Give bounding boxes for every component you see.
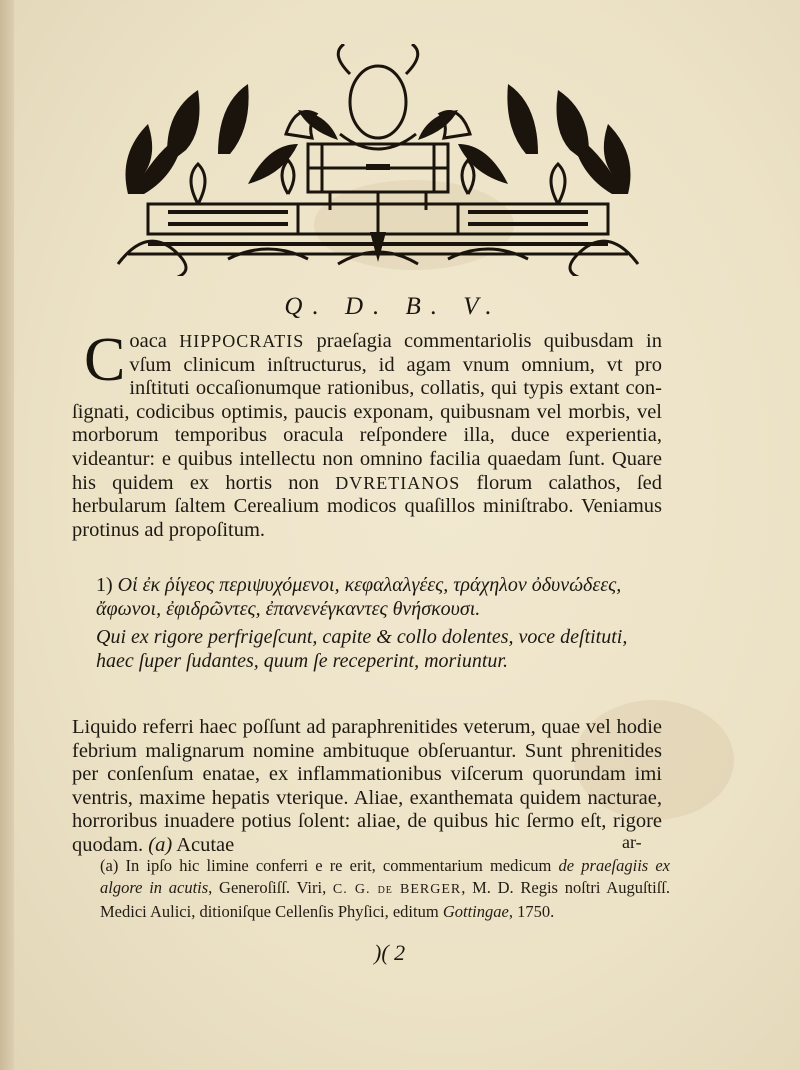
greek-aphorism [96,573,656,621]
author-name-hippocrates: HIPPOCRATIS [179,331,305,351]
aphorism-block [96,573,656,673]
footnote-work-title: de praeſagiis ex algore in acutis [100,856,670,897]
signature-mark: )( 2 [374,940,406,965]
intro-paragraph [72,326,663,542]
drop-cap: C [84,326,126,394]
aphorism-number: 1) [96,574,113,596]
catchword: ar- [622,832,642,852]
footnote-text-1: In ipſo hic limine conferri e re erit, commentarium medicum [125,856,559,875]
commentary-text: Liquido referri haec poſſunt ad paraphrenitides veterum, quae vel hodie febrium malignarum nomine ambituque obſeruantur. Sunt phrenitides per conſenſum enatae, ex inflammationibus viſcerum quorundam imi ventris, maxime hepatis vterique. Aliae, exanthemata quidem nacturae, horroribus inuadere potius ſolent: aliae, de quibus hic ſermo eſt, rigore quodam. [72,716,662,856]
author-name-duret: DVRETIANOS [335,472,461,493]
greek-text: Οἱ ἐκ ῥίγεος περιψυχόμενοι, κεφαλαλγέες, τράχηλον ὀδυνώδεες, ἄφωνοι, ἐφιδρῶντες, ἐπανενέγκαντες θνήσκουσι. [96,574,622,620]
footnote-mark: (a) [100,856,119,875]
commentary-tail: Acutae [176,833,235,856]
footnote-reference: (a) [148,833,173,856]
footnote-author: C. G. de BERGER [332,882,462,897]
intro-text-1: oaca [129,330,180,352]
footnote-place: Gottingae [442,902,509,921]
intro-text-2: praeſagia commentariolis quibusdam in vſum clinicum inſtructurus, id agam vnum omnium, vt pro inſtituti occaſionumque rationibus, collatis, qui typis extant conſignati, codicibus optimis, paucis exponam, quibusnam vel morbis, vel morborum temporibus oracula reſpondere illa, duce experientia, videantur: e quibus intellectu non omnino facilia quaedam ſunt. Quare his quidem ex hortis non [72,330,663,494]
commentary-paragraph [72,716,662,858]
woodcut-headpiece [108,44,648,276]
footnote-text-4: , 1750. [508,902,555,921]
footnote-text-3: , M. D. Regis noſtri Auguſtiſſ. Medici Aulici, ditioniſque Cellenſis Phyſici, editum [100,878,670,921]
latin-translation: Qui ex rigore perfrigeſcunt, capite & collo dolentes, voce deſtituti, haec ſuper ſudantes, quum ſe receperint, moriuntur. [96,626,628,672]
intro-text-3: florum calathos, ſed herbularum ſaltem Cerealium modicos quaſillos miniſtrabo. Veniamus protinus ad propoſitum. [72,471,662,541]
footnote-text-2: , Generoſiſſ. Viri, [208,878,333,897]
headpiece-ornament-image [108,44,648,276]
page-heading: Q. D. B. V. [284,293,502,320]
footnote [100,855,670,923]
page-edge [0,0,14,1070]
